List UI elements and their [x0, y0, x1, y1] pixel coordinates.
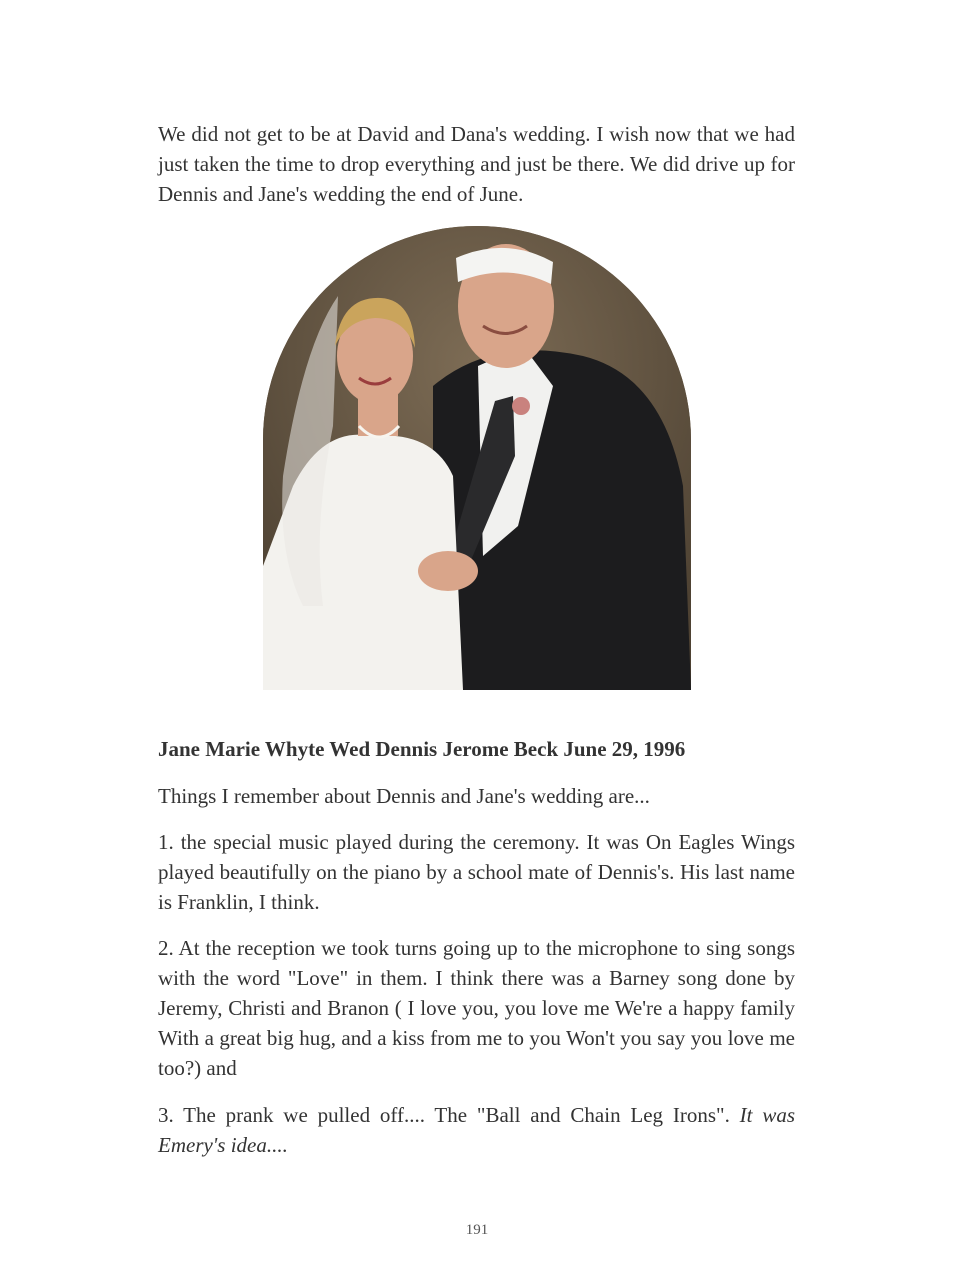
memory-item-1: 1. the special music played during the ceremony. It was On Eagles Wings played beautifully on the piano by a school mate of Dennis's. His last name is Franklin, I think.	[158, 830, 795, 914]
page-number: 191	[465, 1222, 489, 1238]
wedding-photo	[263, 226, 691, 690]
memory-item-3	[158, 1100, 795, 1160]
clasped-hands	[418, 551, 478, 591]
memory-item-3-italic: It was Emery's idea....	[158, 1103, 795, 1157]
memory-item-2: 2. At the reception we took turns going up to the microphone to sing songs with the word "Love" in them. I think there was a Barney song done by Jeremy, Christi and Branon ( I love you, you love me We're a happy family With a great big hug, and a kiss from me to you Won't you say you love me too?) and	[158, 936, 795, 1080]
boutonniere	[512, 397, 530, 415]
photo-caption: Jane Marie Whyte Wed Dennis Jerome Beck June 29, 1996	[158, 737, 686, 761]
wedding-photo-illustration	[263, 226, 691, 690]
things-intro: Things I remember about Dennis and Jane's wedding are...	[158, 784, 650, 808]
intro-paragraph: We did not get to be at David and Dana's wedding. I wish now that we had just taken the time to drop everything and just be there. We did drive up for Dennis and Jane's wedding the end of June.	[158, 122, 795, 206]
memory-item-3-text: 3. The prank we pulled off.... The "Ball and Chain Leg Irons".	[158, 1103, 740, 1127]
